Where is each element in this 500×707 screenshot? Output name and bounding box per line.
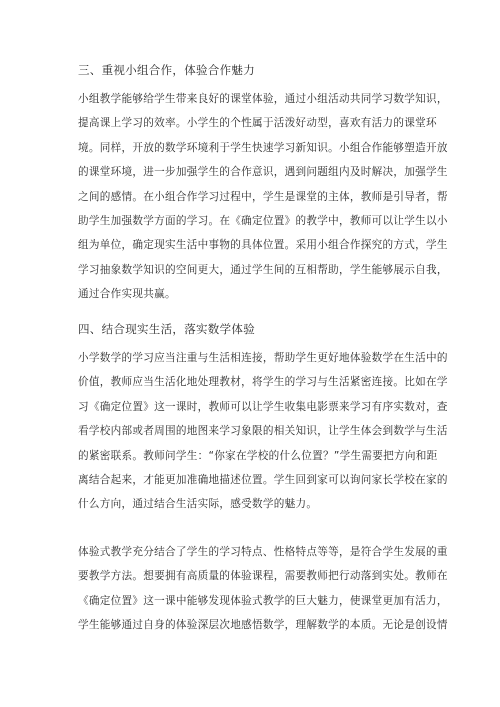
text-line: 学生能够通过自身的体验深层次地感悟数学，理解数学的本质。无论是创设情 — [78, 619, 448, 632]
section-heading-4: 四、结合现实生活，落实数学体验 — [78, 322, 255, 336]
text-line: 什么方向，通过结合生活实际，感受数学的魅力。 — [78, 498, 318, 511]
text-line: 助学生加强数学方面的学习。在《确定位置》的教学中，教师可以让学生以小 — [78, 214, 448, 227]
text-line: 学习抽象数学知识的空间更大，通过学生间的互相帮助，学生能够展示自我， — [78, 263, 448, 276]
text-line: 看学校内部或者周围的地图来学习象限的相关知识，让学生体会到数学与生活 — [78, 425, 448, 438]
paragraph-real-life — [78, 346, 448, 517]
text-line: 价值，教师应当生活化地处理教材，将学生的学习与生活紧密连接。比如在学 — [78, 376, 448, 389]
text-line: 离结合起来，才能更加准确地描述位置。学生回到家可以询问家长学校在家的 — [78, 473, 448, 486]
text-line: 习《确定位置》这一课时，教师可以让学生收集电影票来学习有序实数对，查 — [78, 400, 448, 413]
text-line: 《确定位置》这一课中能够发现体验式教学的巨大魅力，使课堂更加有活力， — [78, 594, 448, 607]
paragraph-experiential-teaching — [78, 540, 448, 638]
text-line: 小组教学能够给学生带来良好的课堂体验，通过小组活动共同学习数学知识， — [78, 93, 448, 105]
paragraph-group-work — [78, 87, 448, 307]
text-line: 的紧密联系。教师问学生：“你家在学校的什么位置？”学生需要把方向和距 — [78, 449, 438, 462]
text-line: 之间的感情。在小组合作学习过程中，学生是课堂的主体，教师是引导者，帮 — [78, 190, 448, 203]
text-line: 境。同样，开放的数学环境利于学生快速学习新知识。小组合作能够塑造开放 — [78, 141, 448, 154]
text-line: 体验式教学充分结合了学生的学习特点、性格特点等等，是符合学生发展的重 — [78, 546, 448, 558]
text-line: 要教学方法。想要拥有高质量的体验课程，需要教师把行动落到实处。教师在 — [78, 570, 448, 583]
text-line: 小学数学的学习应当注重与生活相连接，帮助学生更好地体验数学在生活中的 — [78, 352, 448, 364]
text-line: 组为单位，确定现实生活中事物的具体位置。采用小组合作探究的方式，学生 — [78, 239, 448, 252]
text-line: 的课堂环境，进一步加强学生的合作意识，遇到问题组内及时解决，加强学生 — [78, 166, 448, 179]
section-heading-3: 三、重视小组合作，体验合作魅力 — [78, 63, 255, 77]
text-line: 通过合作实现共赢。 — [78, 288, 176, 301]
text-line: 提高课上学习的效率。小学生的个性属于活泼好动型，喜欢有活力的课堂环 — [78, 117, 437, 130]
